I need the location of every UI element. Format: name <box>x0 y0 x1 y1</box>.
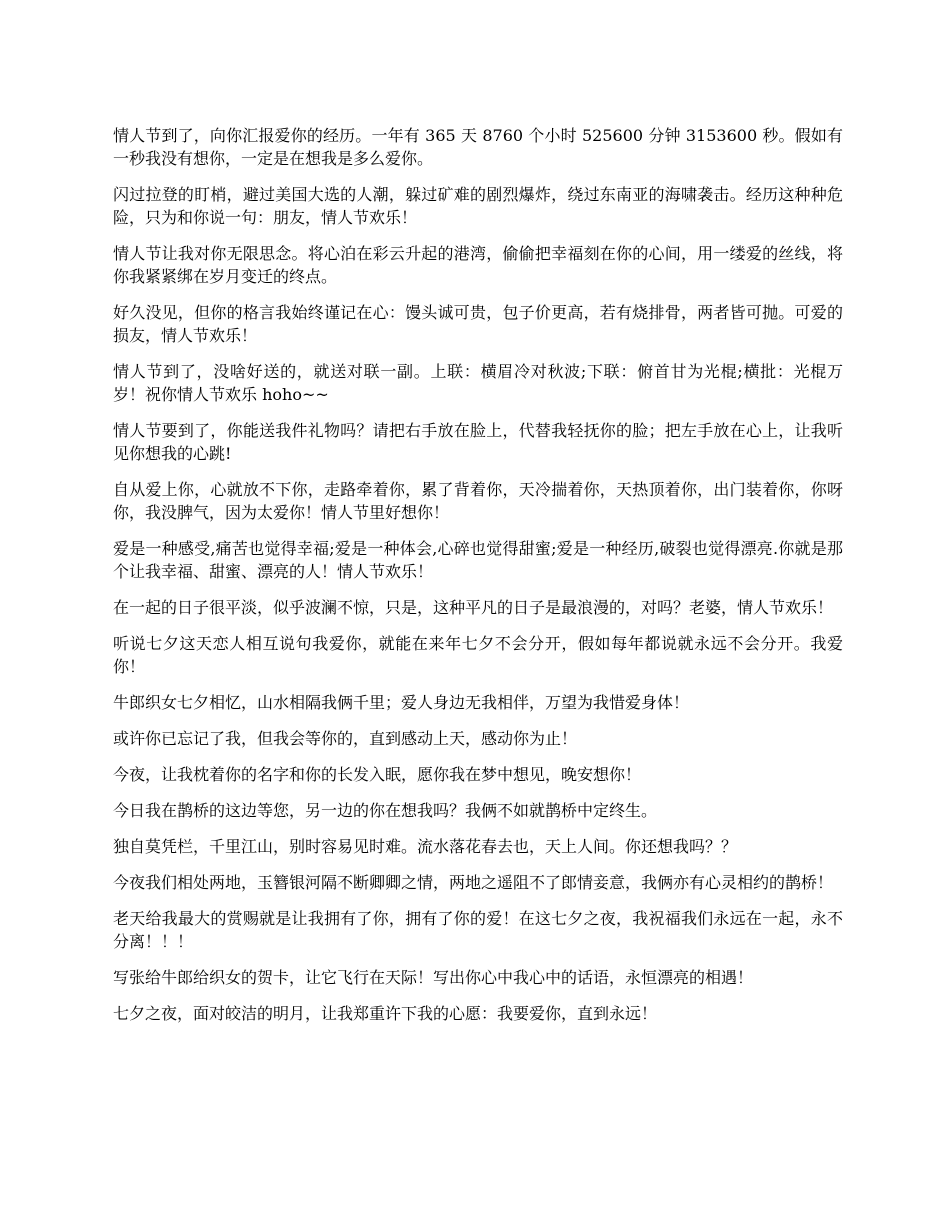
paragraph: 或许你已忘记了我，但我会等你的，直到感动上天，感动你为止！ <box>113 729 578 748</box>
paragraph: 情人节到了，向你汇报爱你的经历。一年有 365 天 8760 个小时 525600 分钟 3153600 秒。假如有一秒我没有想你，一定是在想我是多么爱你。 <box>113 126 843 168</box>
paragraph: 情人节要到了，你能送我件礼物吗？请把右手放在脸上，代替我轻抚你的脸；把左手放在心上，让我听见你想我的心跳! <box>113 421 843 463</box>
paragraph: 独自莫凭栏，千里江山，别时容易见时难。流水落花春去也，天上人间。你还想我吗？？ <box>113 837 738 856</box>
paragraph: 情人节到了，没啥好送的，就送对联一副。上联：横眉冷对秋波;下联：俯首甘为光棍;横批：光棍万岁！祝你情人节欢乐 hoho~~ <box>113 362 843 404</box>
paragraph: 好久没见，但你的格言我始终谨记在心：馒头诚可贵，包子价更高，若有烧排骨，两者皆可抛。可爱的损友，情人节欢乐！ <box>113 303 843 345</box>
document-body <box>113 124 843 1038</box>
paragraph: 闪过拉登的盯梢，避过美国大选的人潮，躲过矿难的剧烈爆炸，绕过东南亚的海啸袭击。经历这种种危险，只为和你说一句：朋友，情人节欢乐！ <box>113 185 843 227</box>
paragraph: 牛郎织女七夕相忆，山水相隔我俩千里；爱人身边无我相伴，万望为我惜爱身体！ <box>113 693 690 712</box>
paragraph: 今夜我们相处两地，玉簪银河隔不断卿卿之情，两地之遥阻不了郎情妾意，我俩亦有心灵相约的鹊桥！ <box>113 873 834 892</box>
paragraph: 写张给牛郎给织女的贺卡，让它飞行在天际！写出你心中我心中的话语，永恒漂亮的相遇！ <box>113 968 754 987</box>
paragraph: 自从爱上你，心就放不下你，走路牵着你，累了背着你，天冷揣着你，天热顶着你，出门装着你，你呀你，我没脾气，因为太爱你！情人节里好想你！ <box>113 480 843 522</box>
paragraph: 情人节让我对你无限思念。将心泊在彩云升起的港湾，偷偷把幸福刻在你的心间，用一缕爱的丝线，将你我紧紧绑在岁月变迁的终点。 <box>113 244 843 286</box>
paragraph: 听说七夕这天恋人相互说句我爱你，就能在来年七夕不会分开，假如每年都说就永远不会分开。我爱你！ <box>113 634 843 676</box>
paragraph: 老天给我最大的赏赐就是让我拥有了你，拥有了你的爱！在这七夕之夜，我祝福我们永远在一起，永不分离！！！ <box>113 909 843 951</box>
paragraph: 在一起的日子很平淡，似乎波澜不惊，只是，这种平凡的日子是最浪漫的，对吗？老婆，情人节欢乐！ <box>113 598 834 617</box>
paragraph: 今夜，让我枕着你的名字和你的长发入眠，愿你我在梦中想见，晚安想你！ <box>113 765 642 784</box>
paragraph: 爱是一种感受,痛苦也觉得幸福;爱是一种体会,心碎也觉得甜蜜;爱是一种经历,破裂也觉得漂亮.你就是那个让我幸福、甜蜜、漂亮的人！情人节欢乐！ <box>113 539 843 581</box>
paragraph: 七夕之夜，面对皎洁的明月，让我郑重许下我的心愿：我要爱你，直到永远！ <box>113 1004 658 1023</box>
paragraph: 今日我在鹊桥的这边等您，另一边的你在想我吗？我俩不如就鹊桥中定终生。 <box>113 801 658 820</box>
